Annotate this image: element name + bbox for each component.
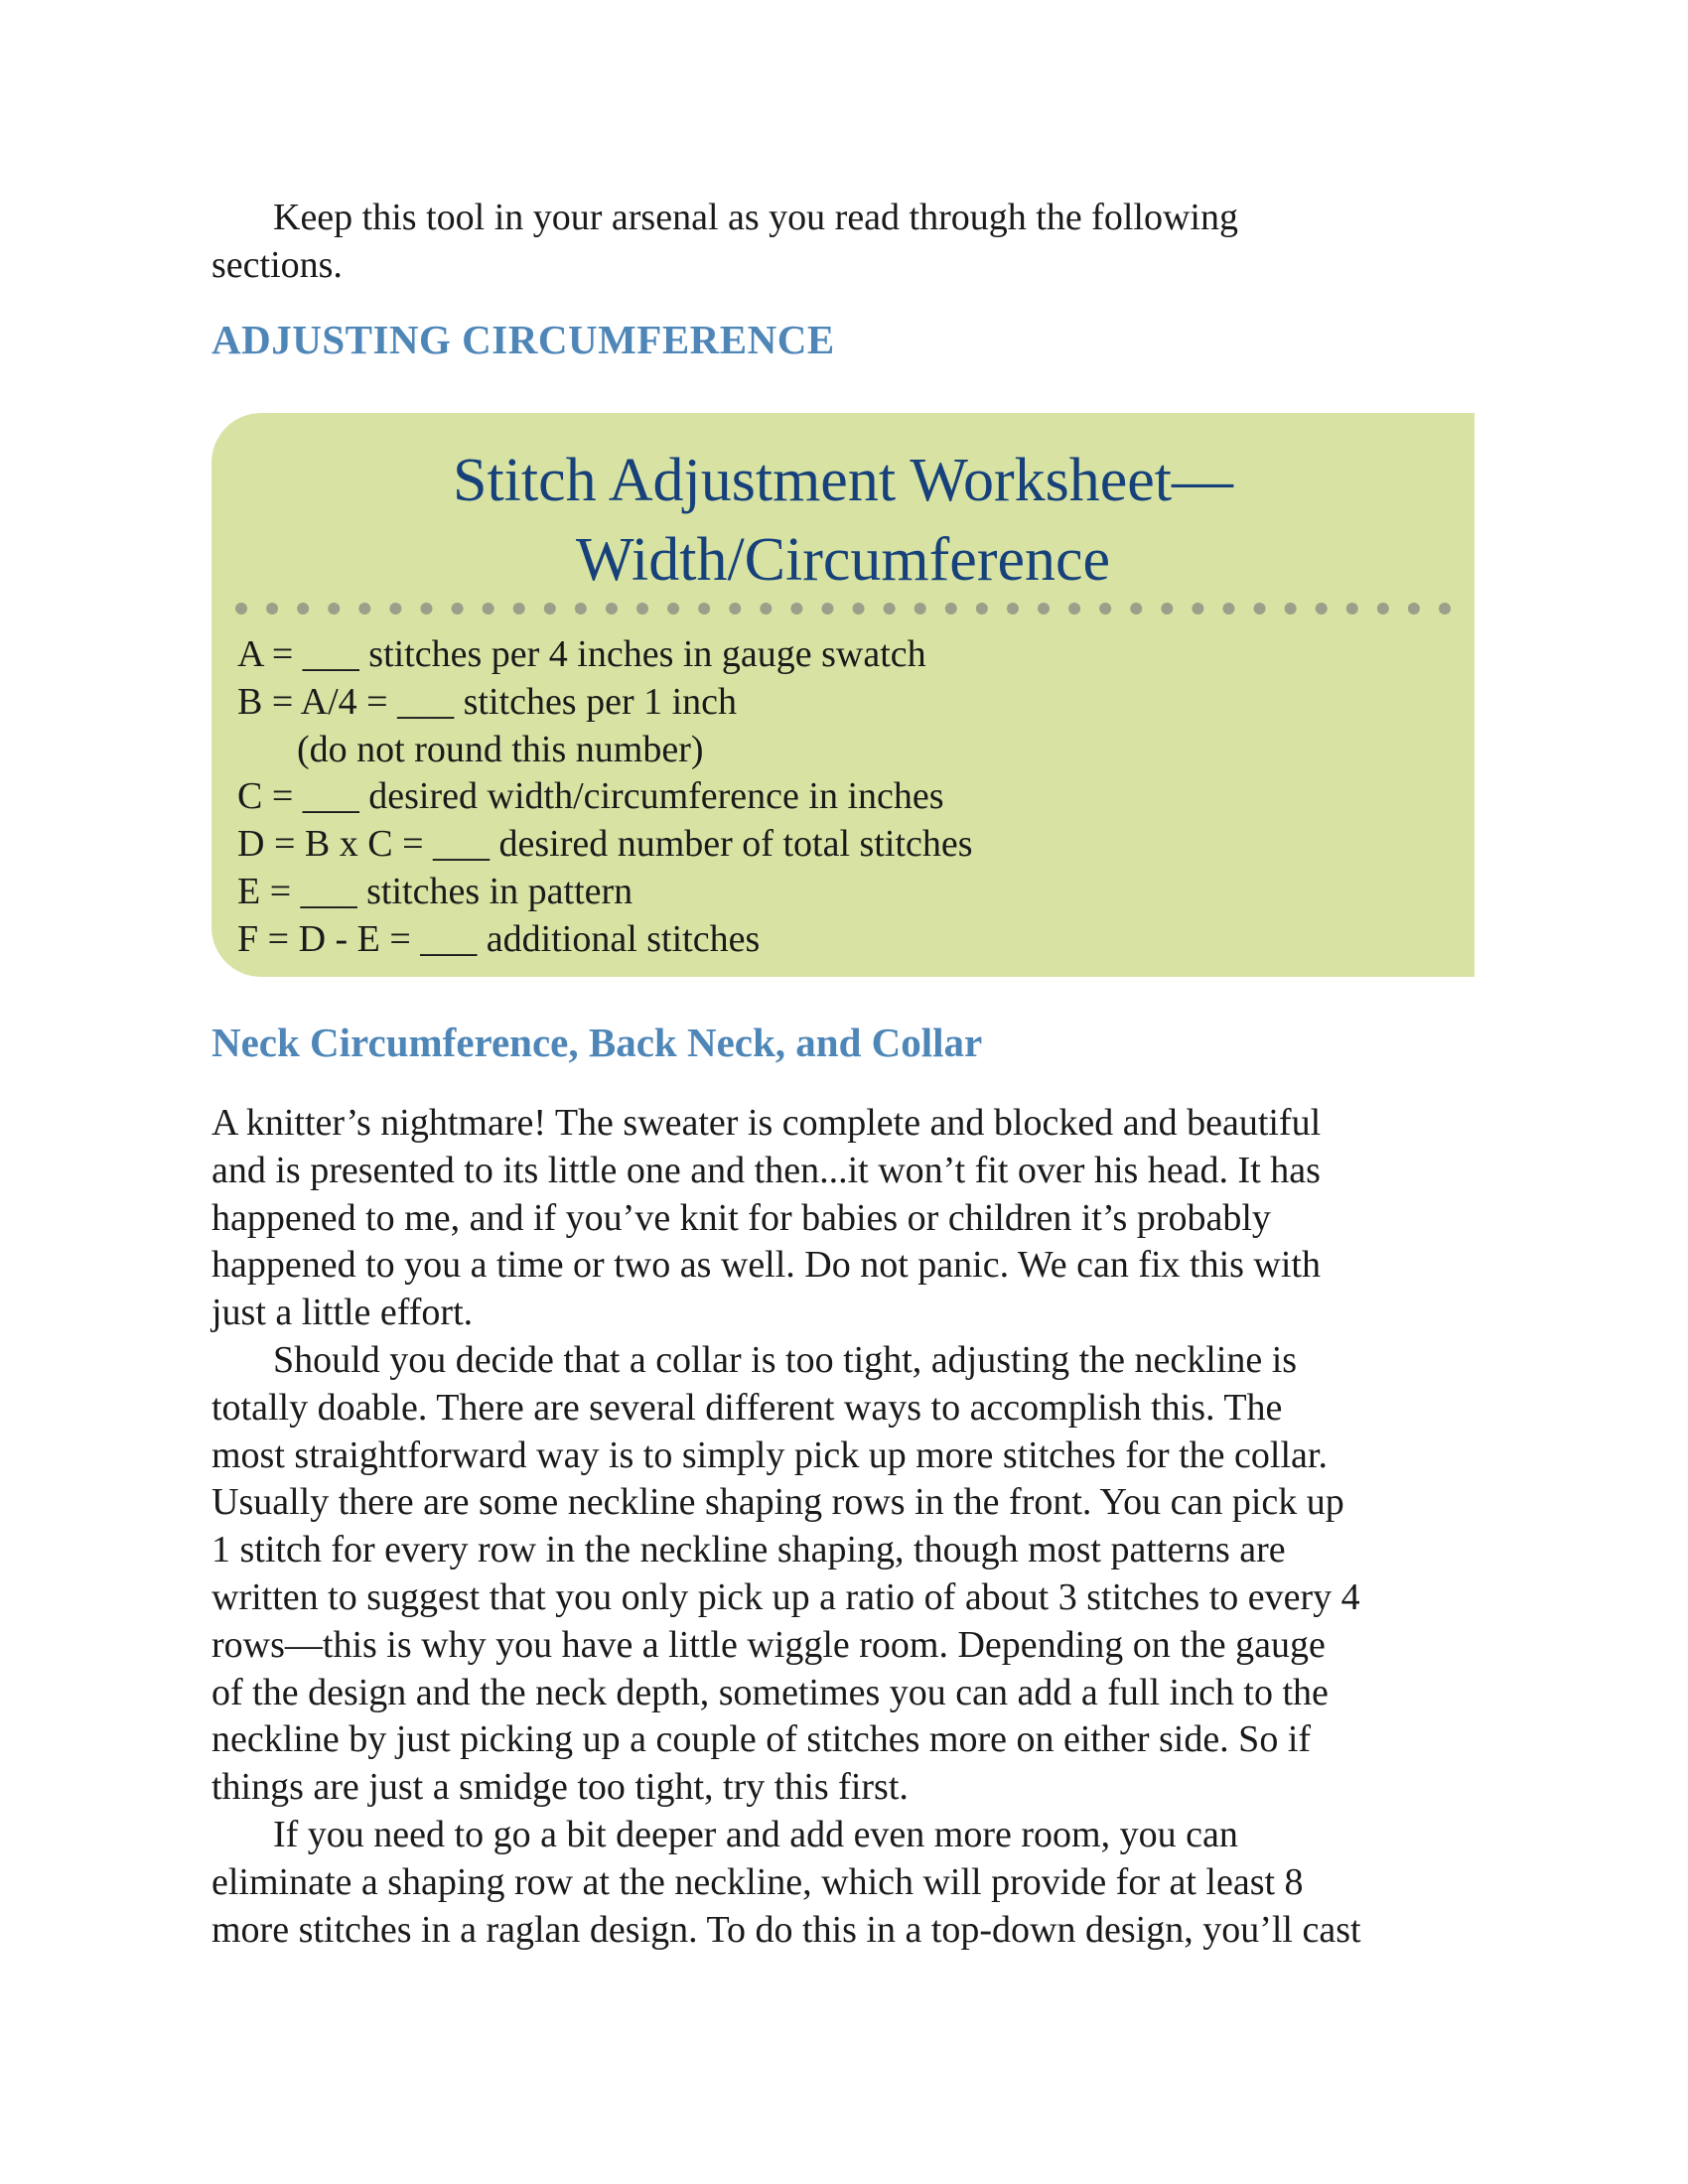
divider-dot: [1161, 603, 1173, 614]
intro-line: sections.: [211, 243, 343, 286]
divider-dot: [328, 603, 340, 614]
formula-line-c: C = ___ desired width/circumference in inches: [237, 775, 944, 818]
divider-dot: [1068, 603, 1080, 614]
section-heading: ADJUSTING CIRCUMFERENCE: [211, 317, 835, 362]
subheading: Neck Circumference, Back Neck, and Collar: [211, 1020, 983, 1065]
body-line: most straightforward way is to simply pick up more stitches for the collar.: [211, 1433, 1328, 1476]
page-content: [211, 195, 1475, 1951]
divider-dot: [1099, 603, 1111, 614]
body-line: of the design and the neck depth, sometimes you can add a full inch to the: [211, 1671, 1329, 1713]
divider-dot: [452, 603, 464, 614]
formula-line-b: B = A/4 = ___ stitches per 1 inch: [237, 680, 738, 723]
body-line: rows—this is why you have a little wiggle room. Depending on the gauge: [211, 1623, 1326, 1666]
body-line: just a little effort.: [211, 1292, 474, 1334]
divider-dot: [358, 603, 370, 614]
divider-dot: [667, 603, 679, 614]
divider-dot: [1377, 603, 1389, 614]
body-line: 1 stitch for every row in the neckline shaping, though most patterns are: [211, 1529, 1286, 1571]
divider-dot: [1346, 603, 1358, 614]
divider-dot: [1254, 603, 1266, 614]
divider-dot: [420, 603, 432, 614]
body-line: things are just a smidge too tight, try this first.: [211, 1766, 909, 1809]
divider-dot: [976, 603, 988, 614]
divider-dot: [945, 603, 957, 614]
divider-dot: [760, 603, 772, 614]
divider-dot: [821, 603, 833, 614]
divider-dot: [606, 603, 618, 614]
body-line: A knitter’s nightmare! The sweater is complete and blocked and beautiful: [211, 1102, 1322, 1144]
body-line: Usually there are some neckline shaping rows in the front. You can pick up: [211, 1481, 1344, 1524]
divider-dot: [698, 603, 710, 614]
divider-dot: [389, 603, 401, 614]
divider-dot: [1222, 603, 1234, 614]
divider-dot: [1007, 603, 1019, 614]
divider-dot: [1316, 603, 1328, 614]
divider-dot: [853, 603, 865, 614]
intro-paragraph: [211, 195, 1475, 290]
worksheet-title-line: Width/Circumference: [575, 526, 1111, 594]
divider-dot: [513, 603, 525, 614]
divider-dot: [729, 603, 741, 614]
worksheet-box: [211, 413, 1475, 977]
worksheet-formula-list: [237, 631, 972, 964]
formula-line-a: A = ___ stitches per 4 inches in gauge swatch: [237, 633, 926, 675]
divider-dot: [1130, 603, 1142, 614]
dotted-divider: [235, 602, 1451, 615]
formula-line-e: E = ___ stitches in pattern: [237, 870, 633, 912]
body-line: If you need to go a bit deeper and add even more room, you can: [273, 1813, 1238, 1855]
intro-line: Keep this tool in your arsenal as you read through the following: [273, 197, 1238, 238]
divider-dot: [1439, 603, 1451, 614]
formula-line-f: F = D - E = ___ additional stitches: [237, 917, 761, 960]
divider-dot: [884, 603, 896, 614]
formula-note: (do not round this number): [297, 728, 704, 770]
divider-dot: [544, 603, 556, 614]
divider-dot: [914, 603, 926, 614]
body-line: and is presented to its little one and then...it won’t fit over his head. It has: [211, 1149, 1321, 1191]
divider-dot: [575, 603, 587, 614]
divider-dot: [1038, 603, 1050, 614]
body-line: eliminate a shaping row at the neckline, which will provide for at least 8: [211, 1860, 1304, 1903]
body-text: [211, 1100, 1475, 1954]
divider-dot: [1408, 603, 1420, 614]
divider-dot: [266, 603, 278, 614]
body-line: neckline by just picking up a couple of stitches more on either side. So if: [211, 1718, 1312, 1761]
divider-dot: [790, 603, 802, 614]
body-line: more stitches in a raglan design. To do this in a top-down design, you’ll cast: [211, 1908, 1361, 1951]
divider-dot: [297, 603, 309, 614]
body-line: happened to me, and if you’ve knit for babies or children it’s probably: [211, 1196, 1271, 1239]
body-line: happened to you a time or two as well. Do not panic. We can fix this with: [211, 1244, 1321, 1287]
worksheet-title: [211, 441, 1475, 600]
body-line: Should you decide that a collar is too tight, adjusting the neckline is: [273, 1338, 1298, 1381]
divider-dot: [1285, 603, 1297, 614]
worksheet-title-line: Stitch Adjustment Worksheet—: [452, 447, 1234, 514]
divider-dot: [483, 603, 494, 614]
formula-line-d: D = B x C = ___ desired number of total stitches: [237, 823, 973, 866]
divider-dot: [636, 603, 648, 614]
body-line: written to suggest that you only pick up a ratio of about 3 stitches to every 4: [211, 1575, 1360, 1618]
divider-dot: [1192, 603, 1203, 614]
divider-dot: [235, 603, 247, 614]
body-line: totally doable. There are several different ways to accomplish this. The: [211, 1386, 1283, 1429]
